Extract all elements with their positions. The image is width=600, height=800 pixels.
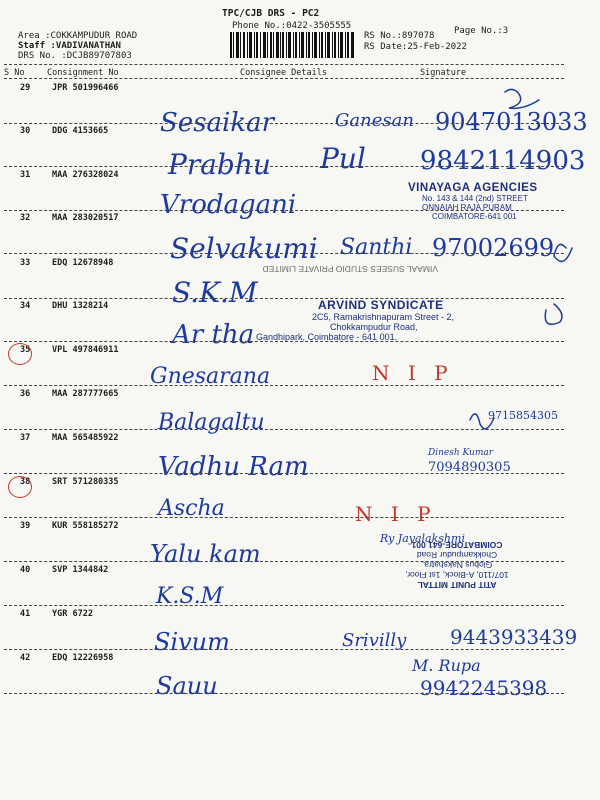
receiver-handwriting: Ascha — [158, 496, 225, 521]
stamp-line: 107/110, A-Block, 1st Floor, — [405, 570, 509, 580]
row-serial-number: 35 — [20, 345, 31, 355]
receiver-handwriting: Sivum — [154, 628, 230, 656]
drs-number: DRS No. :DCJB89707803 — [18, 51, 132, 61]
row-serial-number: 32 — [20, 213, 31, 223]
not-in-premises-mark: N I P — [372, 361, 454, 385]
column-header-consignment: Consignment No — [47, 68, 119, 78]
phone-handwriting: 9942245398 — [420, 676, 548, 700]
stamp-address: Chokkampudur Road, — [330, 322, 418, 332]
column-header-consignee: Consignee Details — [240, 68, 327, 78]
sheet-title: TPC/CJB DRS - PC2 — [222, 8, 320, 19]
consignment-number: DHU 1328214 — [52, 301, 109, 311]
consignment-number: MAA 287777665 — [52, 389, 119, 399]
receiver-handwriting: Vadhu Ram — [158, 452, 309, 482]
signature-mark — [470, 414, 494, 429]
stamp-name: ARVIND SYNDICATE — [318, 298, 444, 312]
row-serial-number: 39 — [20, 521, 31, 531]
consignment-number: KUR 558185272 — [52, 521, 119, 531]
consignment-number: MAA 283020517 — [52, 213, 119, 223]
consignment-number: MAA 276328024 — [52, 170, 119, 180]
secondary-handwriting: Santhi — [340, 235, 413, 260]
consignment-number: VPL 497846911 — [52, 345, 119, 355]
signature-mark — [505, 89, 539, 108]
row-serial-number: 34 — [20, 301, 31, 311]
receiver-handwriting: Prabhu — [168, 148, 271, 181]
consignment-number: JPR 501996466 — [52, 83, 119, 93]
receiver-handwriting: Vrodagani — [160, 190, 297, 220]
secondary-handwriting: Ry Jayalakshmi — [380, 532, 465, 545]
phone-handwriting: 9842114903 — [420, 146, 586, 176]
stamp-line: COIMBATORE-641 001 — [411, 540, 503, 550]
row-serial-number: 30 — [20, 126, 31, 136]
secondary-handwriting: Srivilly — [342, 630, 407, 651]
phone-handwriting: 7094890305 — [428, 460, 511, 475]
stamp-address: COIMBATORE-641 001 — [432, 212, 517, 221]
receiver-handwriting: Ar tha — [172, 320, 255, 350]
row-serial-number: 38 — [20, 477, 31, 487]
rs-number: RS No.:897078 — [364, 31, 435, 41]
not-in-premises-mark: N I P — [355, 502, 437, 526]
stamp-address: ONNAIAH RAJA PURAM — [422, 203, 512, 212]
row-serial-number: 40 — [20, 565, 31, 575]
row-serial-number: 37 — [20, 433, 31, 443]
consignment-number: YGR 6722 — [52, 609, 93, 619]
receiver-handwriting: K.S.M — [156, 584, 224, 609]
stamp-line: Globus Nakshatra, — [421, 560, 493, 570]
consignment-number: SVP 1344842 — [52, 565, 109, 575]
phone-handwriting: 9443933439 — [450, 625, 578, 649]
stamp-address: No. 143 & 144 (2nd) STREET — [422, 194, 528, 203]
consignment-number: DDG 4153665 — [52, 126, 109, 136]
receiver-handwriting: Selvakumi — [170, 232, 318, 265]
stamp-name: VINAYAGA AGENCIES — [408, 182, 538, 194]
consignment-number: SRT 571280335 — [52, 477, 119, 487]
stamp-line: ATIT PUNIT MITTAL — [417, 580, 497, 590]
area-label: Area :COKKAMPUDUR ROAD — [18, 31, 138, 41]
rs-date: RS Date:25-Feb-2022 — [364, 42, 467, 52]
receiver-handwriting: Sesaikar — [160, 108, 275, 138]
row-serial-number: 31 — [20, 170, 31, 180]
row-serial-number: 36 — [20, 389, 31, 399]
page-number: Page No.:3 — [454, 26, 509, 36]
secondary-handwriting: M. Rupa — [412, 656, 481, 675]
secondary-handwriting: Pul — [320, 142, 366, 175]
consignment-number: EDQ 12226958 — [52, 653, 114, 663]
mirror-stamp: VIMAAL SUSEES STUDIO PRIVATE LIMITED — [262, 264, 438, 274]
column-header-sno: S No — [4, 68, 25, 78]
stamp-address: 2C5, Ramakrishnapuram Street - 2, — [312, 312, 455, 322]
signature-mark — [554, 244, 572, 261]
signature-mark — [545, 304, 562, 324]
receiver-handwriting: Gnesarana — [150, 364, 271, 389]
row-serial-number: 42 — [20, 653, 31, 663]
phone-handwriting: 9715854305 — [488, 409, 558, 422]
stamp-address: Gandhipark, Coimbatore - 641 001. — [256, 332, 398, 342]
phone-handwriting: 97002699 — [432, 234, 555, 262]
receiver-handwriting: Balagaltu — [158, 410, 265, 435]
secondary-handwriting: Dinesh Kumar — [428, 448, 494, 458]
consignment-number: EDQ 12678948 — [52, 258, 114, 268]
phone-number: Phone No.:0422-3505555 — [232, 21, 352, 31]
row-serial-number: 41 — [20, 609, 31, 619]
stamp-line: Chokkampudur Road — [416, 550, 498, 560]
consignment-number: MAA 565485922 — [52, 433, 119, 443]
phone-handwriting: 9047013033 — [435, 108, 588, 136]
secondary-handwriting: Ganesan — [335, 110, 414, 131]
staff-label: Staff :VADIVANATHAN — [18, 41, 121, 51]
row-serial-number: 33 — [20, 258, 31, 268]
receiver-handwriting: Yalu kam — [150, 540, 261, 568]
receiver-handwriting: Sauu — [156, 672, 218, 700]
column-header-signature: Signature — [420, 68, 467, 78]
row-serial-number: 29 — [20, 83, 31, 93]
receiver-handwriting: S.K.M — [172, 276, 258, 309]
